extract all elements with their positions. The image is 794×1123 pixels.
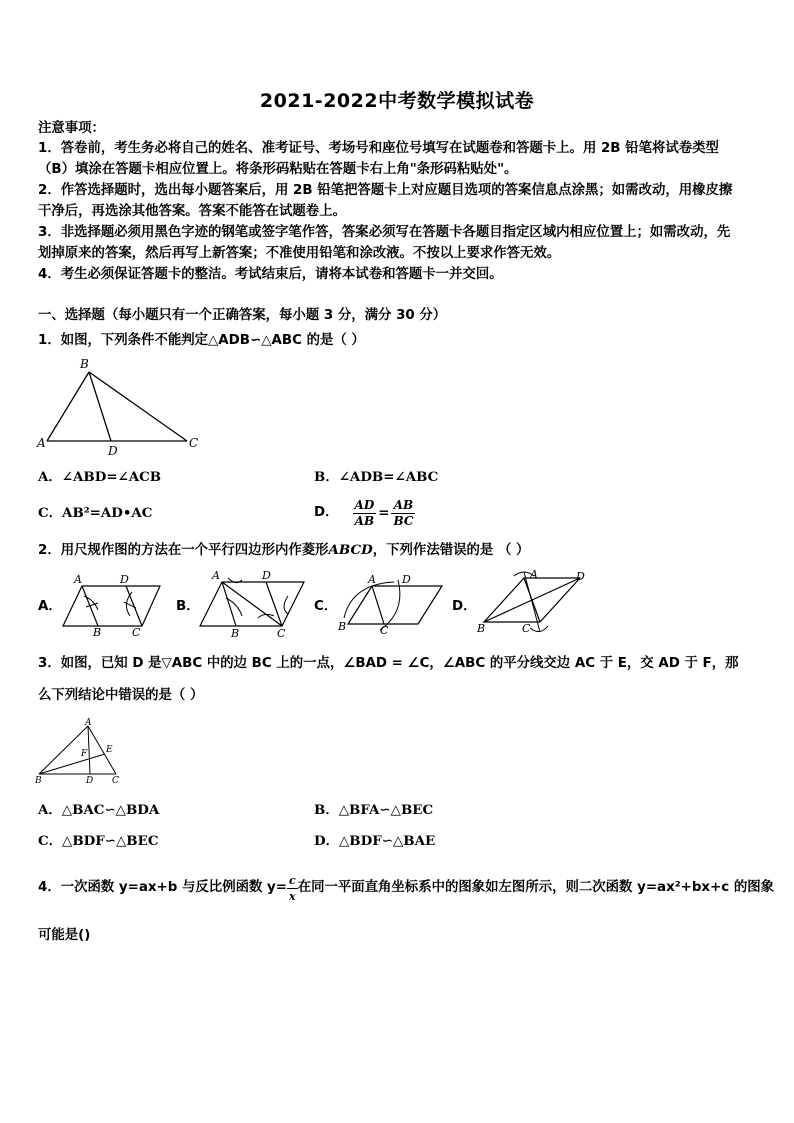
label-e: E	[106, 745, 113, 755]
label-d: D	[86, 776, 94, 786]
notice-line: 1．答卷前，考生务必将自己的姓名、准考证号、考场号和座位号填写在试题卷和答题卡上。用 2B 铅笔将试卷类型	[38, 141, 719, 156]
equals-sign: =	[378, 505, 390, 521]
option-c[interactable]: C．AB²=AD•AC	[38, 505, 153, 521]
stem-text: ，下列作法错误的是 （ ）	[372, 543, 530, 558]
label-b: B	[93, 626, 102, 639]
option-c[interactable]: C．△BDF∽△BEC	[38, 833, 159, 849]
label-d: D	[262, 569, 271, 582]
question-1-figure	[34, 355, 204, 460]
question-3-line-1: 3．如图，已知 D 是▽ABC 中的边 BC 上的一点，∠BAD = ∠C，∠ABC 的平分线交边 AC 于 E，交 AD 于 F，那	[38, 656, 739, 671]
notice-line: 划掉原来的答案，然后再写上新答案；不准使用铅笔和涂改液。不按以上要求作答无效。	[38, 246, 561, 261]
segment-bd	[89, 372, 111, 441]
numerator: AD	[354, 497, 375, 512]
label-b: B	[80, 357, 89, 371]
numerator: AB	[391, 498, 415, 514]
label-a: A	[368, 573, 376, 586]
label-a: A	[530, 568, 538, 581]
notice-line: （B）填涂在答题卡相应位置上。将条形码粘贴在答题卡右上角"条形码粘贴处"。	[38, 162, 518, 177]
page-title: 2021-2022中考数学模拟试卷	[259, 90, 535, 112]
question-1-stem: 1．如图，下列条件不能判定△ADB∽△ABC 的是（ ）	[38, 333, 365, 348]
side-bc	[89, 372, 187, 441]
label-a: A	[85, 718, 92, 728]
option-a[interactable]: A．∠ABD=∠ACB	[38, 469, 162, 485]
notice-line: 3．非选择题必须用黑色字迹的钢笔或签字笔作答，答案必须写在答题卡各题目指定区域内相应位置上；如需改动，先	[38, 225, 731, 240]
option-a-label[interactable]: A．	[38, 599, 62, 614]
question-2-stem	[38, 540, 529, 561]
option-d[interactable]: D．△BDF∽△BAE	[314, 833, 436, 849]
stem-text: 4．一次函数 y=ax+b 与反比例函数 y=	[38, 880, 287, 895]
notice-line: 4．考生必须保证答题卡的整洁。考试结束后，请将本试卷和答题卡一并交回。	[38, 267, 503, 282]
fraction-ad-ab	[353, 498, 377, 529]
notice-heading: 注意事项：	[38, 121, 105, 136]
option-b-figure[interactable]	[196, 568, 308, 640]
label-a: A	[212, 569, 220, 582]
question-3-figure	[34, 716, 126, 786]
notice-line: 干净后，再选涂其他答案。答案不能答在试题卷上。	[38, 204, 346, 219]
label-c: C	[132, 626, 141, 639]
notice-line: 2．作答选择题时，选出每小题答案后，用 2B 铅笔把答题卡上对应题目选项的答案信息点涂黑；如需改动，用橡皮擦	[38, 183, 733, 198]
denominator: BC	[393, 513, 414, 528]
label-c: C	[112, 776, 119, 786]
question-4-stem	[38, 868, 774, 908]
label-c: C	[277, 627, 286, 640]
option-b[interactable]: B．∠ADB=∠ABC	[314, 469, 439, 485]
option-b-label[interactable]: B．	[176, 599, 200, 614]
option-a[interactable]: A．△BAC∽△BDA	[38, 802, 160, 818]
stem-text: 2．用尺规作图的方法在一个平行四边形内作菱形	[38, 543, 329, 558]
fraction-ab-bc	[391, 498, 415, 529]
option-c-label[interactable]: C．	[314, 599, 338, 614]
label-a: A	[37, 436, 46, 450]
label-d: D	[108, 444, 118, 458]
variable-abcd: ABCD	[328, 542, 373, 558]
fraction-c-over-x	[287, 873, 298, 904]
option-d[interactable]	[314, 494, 415, 532]
option-b[interactable]: B．△BFA∽△BEC	[314, 802, 434, 818]
option-c-figure[interactable]	[334, 568, 446, 640]
side-ab	[47, 372, 89, 441]
numerator: c	[288, 873, 296, 887]
label-d: D	[576, 570, 585, 583]
label-c: C	[522, 622, 531, 635]
question-3-line-2: 么下列结论中错误的是（ ）	[38, 688, 204, 703]
label-f: F	[81, 749, 88, 759]
label-b: B	[35, 776, 42, 786]
label-b: B	[477, 622, 486, 635]
denominator: AB	[354, 513, 375, 528]
option-d-figure[interactable]	[474, 566, 594, 642]
option-d-prefix: D．	[314, 505, 339, 520]
label-b: B	[338, 620, 347, 633]
label-b: B	[231, 627, 240, 640]
option-a-figure[interactable]	[60, 570, 165, 640]
label-d: D	[402, 573, 411, 586]
section-heading: 一、选择题（每小题只有一个正确答案，每小题 3 分，满分 30 分）	[38, 308, 447, 323]
label-a: A	[74, 573, 82, 586]
denominator: x	[289, 889, 296, 903]
stem-text: 在同一平面直角坐标系中的图象如左图所示，则二次函数 y=ax²+bx+c 的图象	[297, 880, 775, 895]
label-c: C	[189, 436, 199, 450]
question-4-line-2: 可能是()	[38, 928, 91, 943]
label-c: C	[380, 624, 389, 637]
label-d: D	[120, 573, 129, 586]
option-d-label[interactable]: D．	[452, 599, 477, 614]
